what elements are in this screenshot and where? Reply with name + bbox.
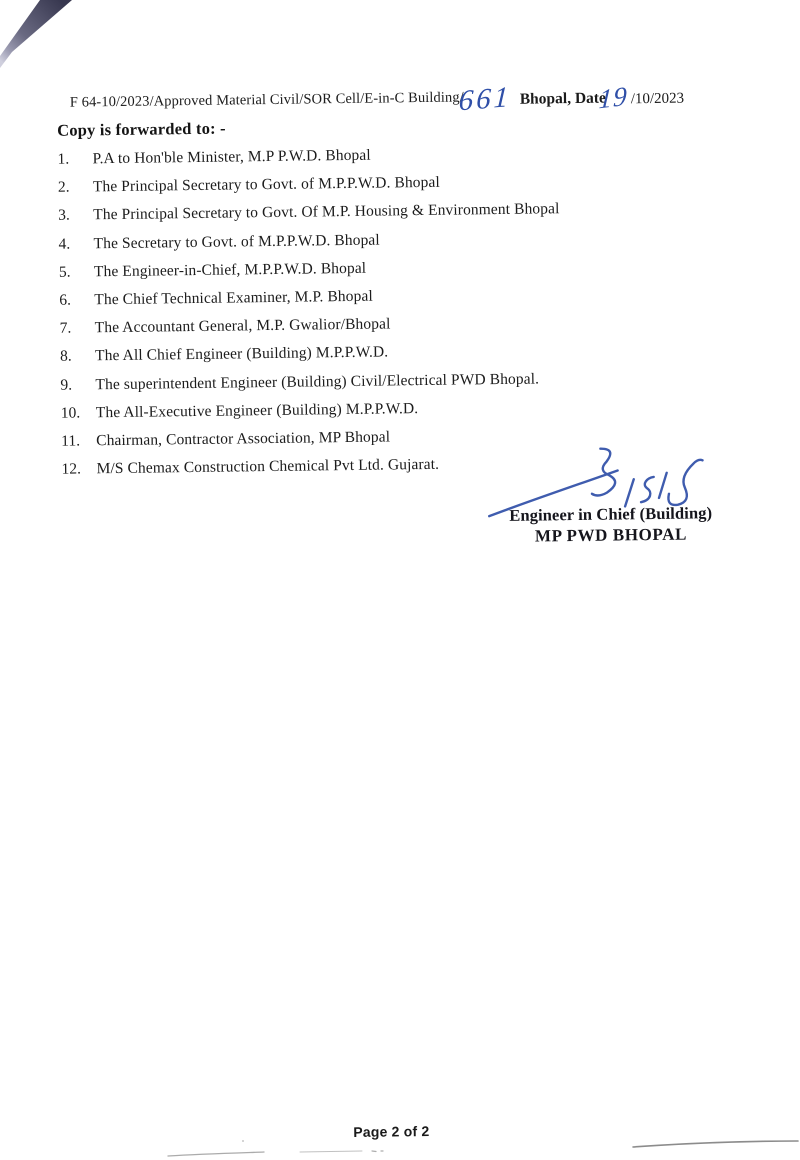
item-text: P.A to Hon'ble Minister, M.P P.W.D. Bhopal xyxy=(92,146,371,168)
page-indicator: Page 2 of 2 xyxy=(353,1122,430,1140)
date-day-handwritten: 19 xyxy=(598,80,629,115)
item-text: The Principal Secretary to Govt. Of M.P. Housing & Environment Bhopal xyxy=(93,200,560,224)
copy-forwarded-heading: Copy is forwarded to: - xyxy=(57,118,226,140)
place-date-label: Bhopal, Date xyxy=(519,89,606,108)
signature-title: Engineer in Chief (Building) xyxy=(509,503,713,525)
item-number: 2. xyxy=(57,178,70,196)
item-text: The Accountant General, M.P. Gwalior/Bhopal xyxy=(94,315,391,337)
item-text: The Chief Technical Examiner, M.P. Bhopal xyxy=(94,287,373,309)
item-number: 1. xyxy=(57,150,70,168)
recipient-list xyxy=(57,142,721,489)
item-number: 12. xyxy=(61,460,82,478)
file-number: F 64-10/2023/Approved Material Civil/SOR Cell/E-in-C Building/ xyxy=(69,89,464,111)
item-number: 4. xyxy=(58,235,71,253)
item-text: The Principal Secretary to Govt. of M.P.P.W.D. Bhopal xyxy=(92,173,440,196)
item-number: 7. xyxy=(59,319,72,337)
reference-line xyxy=(0,0,798,118)
date-rest: /10/2023 xyxy=(630,90,685,108)
item-number: 3. xyxy=(58,206,70,225)
item-number: 5. xyxy=(58,263,71,281)
signature-organization: MP PWD BHOPAL xyxy=(534,524,688,546)
signature-block xyxy=(503,503,719,547)
item-text: The Secretary to Govt. of M.P.P.W.D. Bhopal xyxy=(93,231,380,252)
item-text: Chairman, Contractor Association, MP Bhopal xyxy=(96,428,391,450)
item-text: The All Chief Engineer (Building) M.P.P.W.D. xyxy=(94,343,389,365)
item-text: The superintendent Engineer (Building) Civil/Electrical PWD Bhopal. xyxy=(95,369,540,393)
item-text: The Engineer-in-Chief, M.P.P.W.D. Bhopal xyxy=(93,259,367,281)
dispatch-number-handwritten: 661 xyxy=(457,80,513,118)
item-text: M/S Chemax Construction Chemical Pvt Ltd. Gujarat. xyxy=(96,455,440,478)
item-text: The All-Executive Engineer (Building) M.P.P.W.D. xyxy=(95,399,419,421)
item-number: 8. xyxy=(59,347,72,366)
item-number: 10. xyxy=(60,404,81,422)
scan-edge-lines xyxy=(0,1122,800,1160)
item-number: 9. xyxy=(60,376,73,394)
item-number: 11. xyxy=(61,432,81,450)
item-number: 6. xyxy=(59,291,72,309)
